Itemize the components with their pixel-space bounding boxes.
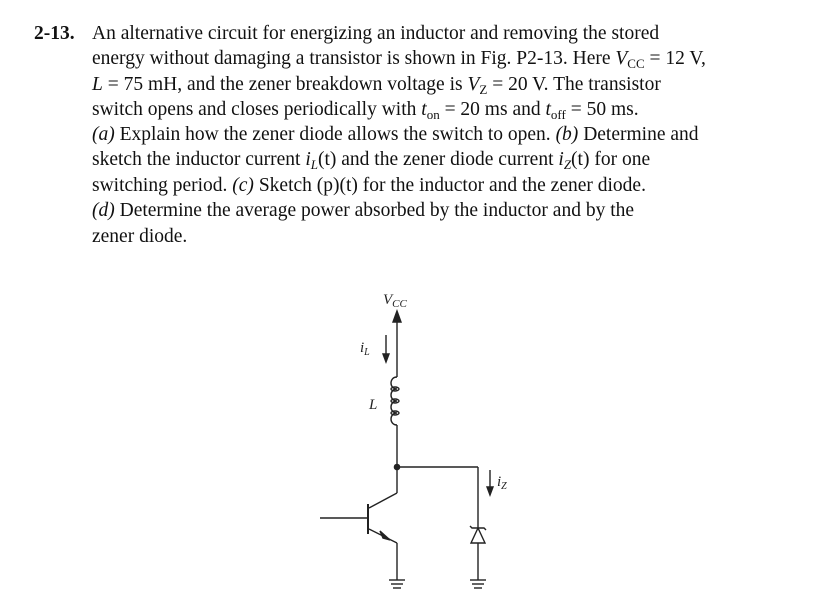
text-line: sketch the inductor current $i_L(t)$ and the zener diode current $i_Z(t)$ for one xyxy=(92,149,651,172)
text-line: (d) Determine the average power absorbed by the inductor and by the xyxy=(92,200,635,221)
text-line: L = 75 mH, and the zener breakdown voltage is $V_Z = 20$ V. The transistor xyxy=(92,74,661,97)
text-line: switch opens and closes periodically with $t_{on} = 20$ ms and $t_{off} = 50$ ms. xyxy=(92,99,639,122)
iz-label: $i_Z$ xyxy=(497,474,507,492)
problem-number: 2-13. xyxy=(34,23,75,44)
ground-icon xyxy=(470,580,486,588)
il-arrow-icon xyxy=(383,354,389,362)
text-line: An alternative circuit for energizing an inductor and removing the stored xyxy=(92,23,660,44)
il-label: $i_L$ xyxy=(360,340,370,358)
text-line: energy without damaging a transistor is shown in Fig. P2-13. Here $V_{CC} = 12$ V, xyxy=(92,48,706,71)
zener-diode xyxy=(470,526,486,543)
text-line: (a) Explain how the zener diode allows the switch to open. (b) Determine and xyxy=(92,124,699,145)
inductor xyxy=(391,377,397,425)
transistor xyxy=(320,493,397,580)
vcc-label: $V_{CC}$ xyxy=(383,292,407,310)
inductor-label: L xyxy=(369,397,378,413)
iz-arrow-icon xyxy=(487,487,493,495)
ground-icon xyxy=(389,580,405,588)
text-line: zener diode. xyxy=(92,226,188,247)
text-line: switching period. (c) Sketch (p)(t) for the inductor and the zener diode. xyxy=(92,175,646,196)
